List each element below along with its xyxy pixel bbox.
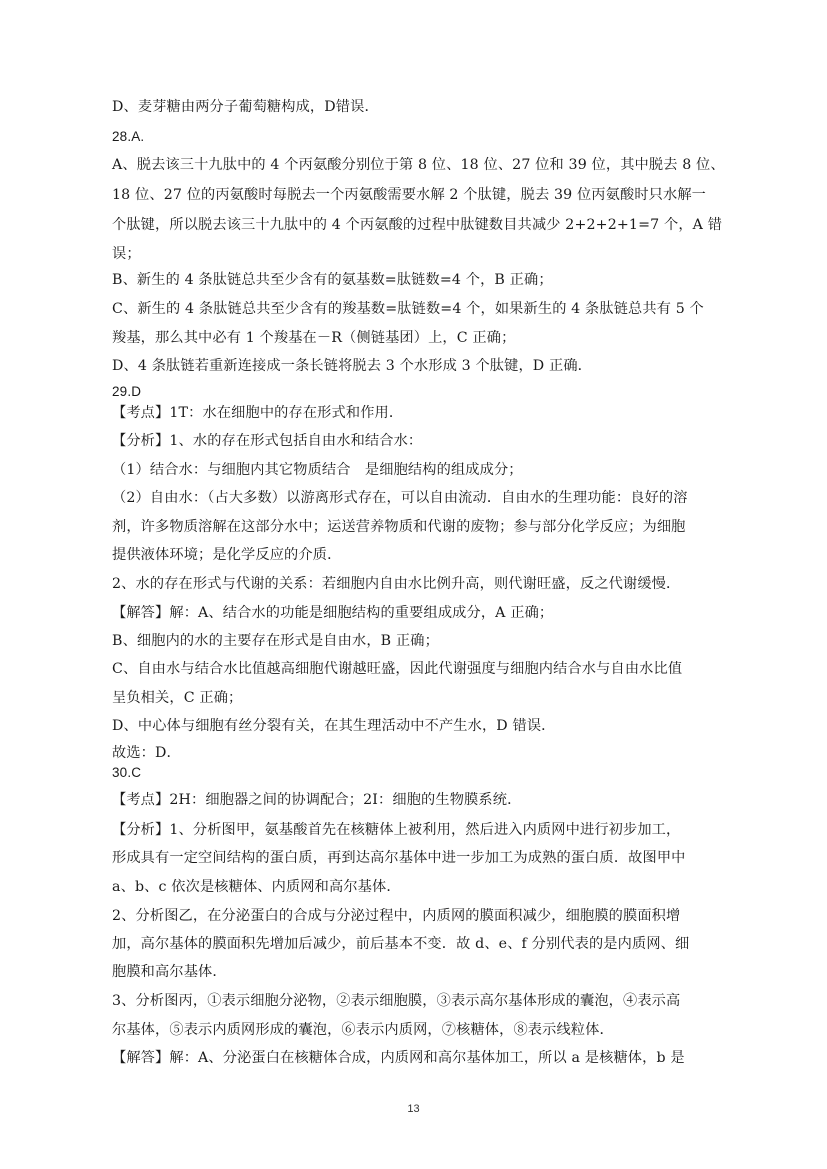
text-line: 18 位、27 位的丙氨酸时每脱去一个丙氨酸需要水解 2 个肽键，脱去 39 位丙氨酸时只水解一 bbox=[112, 187, 707, 203]
question-number: 28.A. bbox=[112, 129, 145, 144]
text-line: 【解答】解：A、分泌蛋白在核糖体合成，内质网和高尔基体加工，所以 a 是核糖体，b 是 bbox=[112, 1050, 685, 1066]
text-line: 【考点】2H：细胞器之间的协调配合；2I：细胞的生物膜系统． bbox=[112, 792, 522, 808]
text-line: 胞膜和高尔基体． bbox=[112, 964, 227, 980]
text-line: 3、分析图丙，①表示细胞分泌物，②表示细胞膜，③表示高尔基体形成的囊泡，④表示高 bbox=[112, 993, 681, 1009]
text-line: 【解答】解：A、结合水的功能是细胞结构的重要组成成分，A 正确； bbox=[112, 605, 554, 621]
text-line: 【考点】1T：水在细胞中的存在形式和作用． bbox=[112, 405, 404, 421]
text-line: C、自由水与结合水比值越高细胞代谢越旺盛，因此代谢强度与细胞内结合水与自由水比值 bbox=[112, 661, 683, 677]
text-line: 误； bbox=[112, 246, 141, 262]
text-line: 尔基体，⑤表示内质网形成的囊泡，⑥表示内质网，⑦核糖体，⑧表示线粒体． bbox=[112, 1022, 614, 1038]
text-line: C、新生的 4 条肽链总共至少含有的羧基数=肽链数=4 个，如果新生的 4 条肽链总共有 5 个 bbox=[112, 301, 704, 317]
text-line: 2、分析图乙，在分泌蛋白的合成与分泌过程中，内质网的膜面积减少，细胞膜的膜面积增 bbox=[112, 908, 681, 924]
text-line: D、麦芽糖由两分子葡萄糖构成，D错误． bbox=[112, 99, 379, 115]
text-line: B、新生的 4 条肽链总共至少含有的氨基数=肽链数=4 个，B 正确； bbox=[112, 272, 553, 288]
text-line: 加，高尔基体的膜面积先增加后减少，前后基本不变．故 d、e、f 分别代表的是内质网、细 bbox=[112, 936, 690, 952]
question-number: 29.D bbox=[112, 384, 142, 399]
text-line: D、中心体与细胞有丝分裂有关，在其生理活动中不产生水，D 错误． bbox=[112, 718, 556, 734]
text-line: a、b、c 依次是核糖体、内质网和高尔基体． bbox=[112, 879, 401, 895]
text-line: A、脱去该三十九肽中的 4 个丙氨酸分别位于第 8 位、18 位、27 位和 39 位，其中脱去 8 位、 bbox=[112, 157, 725, 173]
text-line: D、4 条肽链若重新连接成一条长链将脱去 3 个水形成 3 个肽键，D 正确． bbox=[112, 358, 592, 374]
text-line: 形成具有一定空间结构的蛋白质，再到达高尔基体中进一步加工为成熟的蛋白质．故图甲中 bbox=[112, 850, 686, 866]
text-line: 个肽键，所以脱去该三十九肽中的 4 个丙氨酸的过程中肽键数目共减少 2+2+2+1=7 个，A 错 bbox=[112, 217, 723, 233]
text-line: 提供液体环境；是化学反应的介质． bbox=[112, 547, 342, 563]
text-line: 剂，许多物质溶解在这部分水中；运送营养物质和代谢的废物；参与部分化学反应；为细胞 bbox=[112, 519, 686, 535]
text-line: B、细胞内的水的主要存在形式是自由水，B 正确； bbox=[112, 633, 439, 649]
text-line: 故选：D． bbox=[112, 745, 181, 761]
question-number: 30.C bbox=[112, 765, 142, 780]
text-line: （2）自由水：（占大多数）以游离形式存在，可以自由流动．自由水的生理功能：良好的溶 bbox=[112, 490, 688, 506]
text-line: （1）结合水：与细胞内其它物质结合 是细胞结构的组成成分； bbox=[112, 462, 523, 478]
text-line: 羧基，那么其中必有 1 个羧基在－R（侧链基团）上，C 正确； bbox=[112, 330, 516, 346]
page-number: 13 bbox=[407, 1103, 420, 1115]
text-line: 【分析】1、分析图甲，氨基酸首先在核糖体上被利用，然后进入内质网中进行初步加工， bbox=[112, 822, 681, 838]
text-line: 2、水的存在形式与代谢的关系：若细胞内自由水比例升高，则代谢旺盛，反之代谢缓慢． bbox=[112, 576, 681, 592]
text-line: 呈负相关，C 正确； bbox=[112, 690, 243, 706]
text-line: 【分析】1、水的存在形式包括自由水和结合水： bbox=[112, 433, 423, 449]
